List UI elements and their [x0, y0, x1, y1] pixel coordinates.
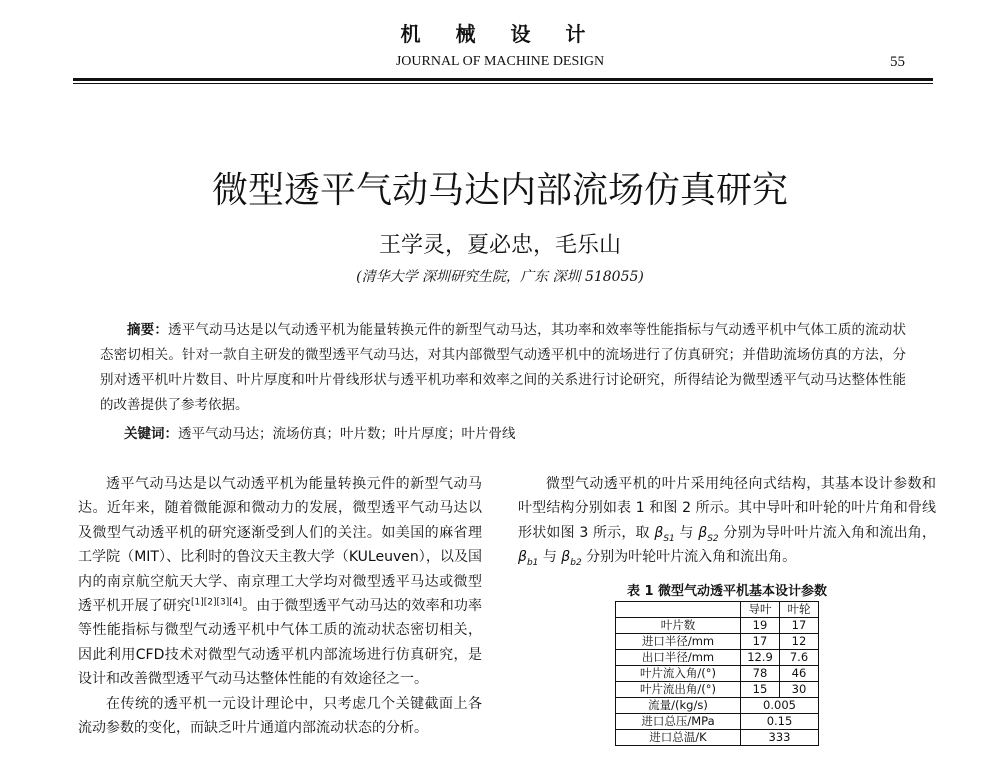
guide-value: 78: [741, 666, 780, 682]
table-row: [616, 714, 819, 730]
rotor-value: 7.6: [780, 650, 819, 666]
table-caption: 表 1 微型气动透平机基本设计参数: [626, 584, 828, 599]
paper-authors: 王学灵，夏必忠，毛乐山: [378, 233, 621, 258]
page-number: 55: [890, 54, 905, 70]
citation-refs: [1][2][3][4]: [190, 597, 242, 608]
table-header-row: [616, 602, 819, 618]
abstract: [100, 318, 906, 418]
header-rule-thin: [73, 83, 933, 84]
beta-s1: $\beta_{S1}$: [654, 524, 675, 544]
right-text-2: 与: [674, 524, 699, 541]
design-parameter-table: [615, 601, 819, 746]
row-label: 进口半径/mm: [616, 634, 741, 650]
right-column-paragraph: [518, 472, 936, 570]
left-column: [78, 472, 482, 740]
right-text-3: 分别为导叶叶片流入角和流出角，: [718, 524, 936, 541]
guide-value: 19: [741, 618, 780, 634]
abstract-label: 摘要：: [127, 322, 169, 338]
table-row: [616, 730, 819, 746]
journal-title-chinese: 机 械 设 计: [400, 22, 600, 46]
table-corner-cell: [616, 602, 741, 618]
merged-value: 0.005: [741, 698, 819, 714]
row-label: 出口半径/mm: [616, 650, 741, 666]
intro-p1-text-b: 。由于微型透平气动马达的效率和功率等性能指标与微型气动透平机中气体工质的流动状态密切相关，因此利用CFD技术对微型气动透平机内部流场进行仿真研究，是设计和改善微型透平气动马达整体性能的有效途径之一。: [78, 598, 483, 688]
rotor-value: 12: [780, 634, 819, 650]
table-row: [616, 618, 819, 634]
keywords-text: 透平气动马达；流场仿真；叶片数；叶片厚度；叶片骨线: [178, 426, 516, 442]
paper-title: 微型透平气动马达内部流场仿真研究: [211, 170, 788, 211]
rotor-value: 46: [780, 666, 819, 682]
rotor-value: 17: [780, 618, 819, 634]
header-rule-thick: [73, 78, 933, 81]
right-text-1: 微型气动透平机的叶片采用纯径向式结构，其基本设计参数和叶型结构分别如表 1 和图 2 所示。其中导叶和叶轮的叶片角和骨线形状如图 3 所示，取: [518, 476, 936, 541]
abstract-text: 透平气动马达是以气动透平机为能量转换元件的新型气动马达，其功率和效率等性能指标与气动透平机中气体工质的流动状态密切相关。针对一款自主研发的微型透平气动马达，对其内部微型气动透平机中的流场进行了仿真研究；并借助流场仿真的方法，分别对透平机叶片数目、叶片厚度和叶片骨线形状与透平机功率和效率之间的关系进行讨论研究，所得结论为微型透平气动马达整体性能的改善提供了参考依据。: [100, 322, 907, 413]
table-row: [616, 698, 819, 714]
table-row: [616, 682, 819, 698]
keywords-label: 关键词：: [124, 426, 178, 442]
rotor-value: 30: [780, 682, 819, 698]
right-text-5: 分别为叶轮叶片流入角和流出角。: [581, 549, 797, 566]
row-label: 进口总压/MPa: [616, 714, 741, 730]
keywords: [124, 422, 516, 442]
col-header-guide-vane: 导叶: [741, 602, 780, 618]
beta-b1: $\beta_{b1}$: [518, 549, 539, 569]
intro-paragraph-1: [78, 472, 482, 692]
table-row: [616, 634, 819, 650]
guide-value: 12.9: [741, 650, 780, 666]
col-header-rotor: 叶轮: [780, 602, 819, 618]
intro-paragraph-2: 在传统的透平机一元设计理论中，只考虑几个关键截面上各流动参数的变化，而缺乏叶片通道内部流动状态的分析。: [78, 695, 482, 737]
intro-p1-text-a: 透平气动马达是以气动透平机为能量转换元件的新型气动马达。近年来，随着微能源和微动力的发展，微型透平气动马达以及微型气动透平机的研究逐渐受到人们的关注。如美国的麻省理工学院（MIT）、比利时的鲁汶天主教大学（KULeuven），以及国内的南京航空航天大学、南京理工大学均对微型透平马达或微型透平机开展了研究: [78, 476, 482, 615]
merged-value: 333: [741, 730, 819, 746]
table-row: [616, 650, 819, 666]
merged-value: 0.15: [741, 714, 819, 730]
row-label: 叶片数: [616, 618, 741, 634]
row-label: 流量/(kg/s): [616, 698, 741, 714]
journal-title-english: JOURNAL OF MACHINE DESIGN: [395, 54, 605, 69]
beta-b2: $\beta_{b2}$: [561, 549, 582, 569]
row-label: 进口总温/K: [616, 730, 741, 746]
row-label: 叶片流出角/(°): [616, 682, 741, 698]
row-label: 叶片流入角/(°): [616, 666, 741, 682]
guide-value: 15: [741, 682, 780, 698]
author-affiliation: (清华大学 深圳研究生院，广东 深圳 518055): [356, 269, 644, 285]
guide-value: 17: [741, 634, 780, 650]
beta-s2: $\beta_{S2}$: [698, 524, 719, 544]
right-text-4: 与: [538, 549, 562, 566]
table-row: [616, 666, 819, 682]
